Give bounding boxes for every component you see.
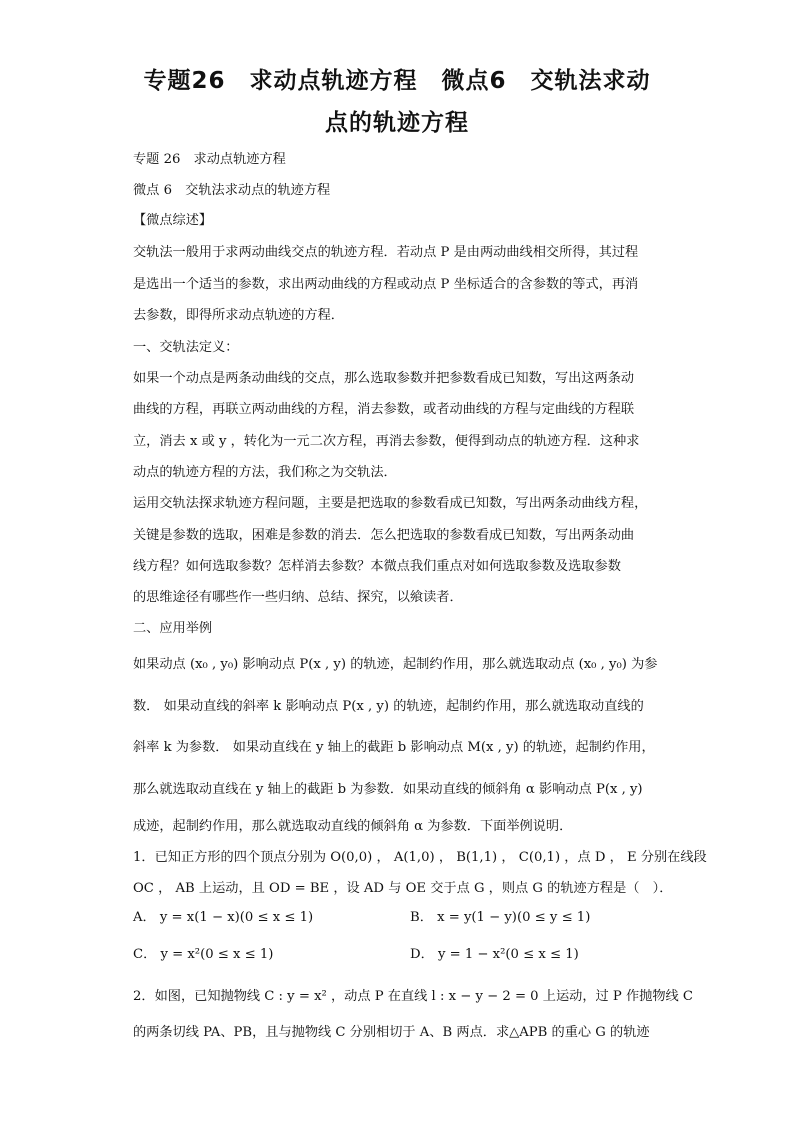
section-1-text-line: 立，消去 x 或 y ，转化为一元二次方程，再消去参数，便得到动点的轨迹方程．这种求	[133, 434, 640, 449]
section-1-text-line: 动点的轨迹方程的方法，我们称之为交轨法．	[133, 465, 397, 480]
document-title-line-2: 点的轨迹方程	[325, 110, 469, 136]
summary-text-line: 是选出一个适当的参数，求出两动曲线的方程或动点 P 坐标适合的含参数的等式，再消	[133, 277, 639, 292]
section-1-heading: 一、交轨法定义：	[133, 340, 239, 355]
section-1-text-line: 线方程？如何选取参数？怎样消去参数？本微点我们重点对如何选取参数及选取参数	[133, 559, 621, 574]
section-2-text-line: 数． 如果动直线的斜率 k 影响动点 P(x , y) 的轨迹，起制约作用，那么就选取动直线的	[133, 699, 644, 714]
problem-1-option-b: B． x = y(1 − y)(0 ≤ y ≤ 1)	[410, 910, 591, 925]
summary-text-line: 去参数，即得所求动点轨迹的方程．	[133, 308, 344, 323]
section-1-text-line: 的思维途径有哪些作一些归纳、总结、探究，以飨读者．	[133, 590, 463, 605]
topic-label: 专题 26 求动点轨迹方程	[133, 152, 286, 167]
summary-heading: 【微点综述】	[133, 213, 213, 228]
summary-text-line: 交轨法一般用于求两动曲线交点的轨迹方程．若动点 P 是由两动曲线相交所得，其过程	[133, 245, 639, 260]
problem-1-option-a: A． y = x(1 − x)(0 ≤ x ≤ 1)	[133, 910, 314, 925]
problem-1-option-d: D． y = 1 − x²(0 ≤ x ≤ 1)	[410, 947, 579, 962]
subtopic-label: 微点 6 交轨法求动点的轨迹方程	[133, 183, 331, 198]
problem-1-text-line: OC ， AB 上运动，且 OD = BE ，设 AD 与 OE 交于点 G ，则点 G 的轨迹方程是（ ）．	[133, 881, 673, 896]
section-1-text-line: 关键是参数的选取，困难是参数的消去．怎么把选取的参数看成已知数，写出两条动曲	[133, 528, 635, 543]
section-2-heading: 二、应用举例	[133, 621, 213, 636]
section-2-text-line: 那么就选取动直线在 y 轴上的截距 b 为参数．如果动直线的倾斜角 α 影响动点 P(x , y)	[133, 782, 643, 797]
section-2-text-line: 成迹，起制约作用，那么就选取动直线的倾斜角 α 为参数．下面举例说明．	[133, 819, 573, 834]
section-1-text-line: 如果一个动点是两条动曲线的交点，那么选取参数并把参数看成已知数，写出这两条动	[133, 371, 635, 386]
problem-2-text-line: 2．如图，已知抛物线 C : y = x² ，动点 P 在直线 l : x − y − 2 = 0 上运动，过 P 作抛物线 C	[133, 989, 693, 1004]
section-1-text-line: 运用交轨法探求轨迹方程问题，主要是把选取的参数看成已知数，写出两条动曲线方程，	[133, 496, 648, 511]
document-title-line-1: 专题26 求动点轨迹方程 微点6 交轨法求动	[143, 68, 651, 94]
section-1-text-line: 曲线的方程，再联立两动曲线的方程，消去参数，或者动曲线的方程与定曲线的方程联	[133, 402, 635, 417]
problem-1-option-c: C． y = x²(0 ≤ x ≤ 1)	[133, 947, 274, 962]
section-2-text-line: 斜率 k 为参数． 如果动直线在 y 轴上的截距 b 影响动点 M(x , y) 的轨迹，起制约作用，	[133, 740, 655, 755]
problem-1-text-line: 1．已知正方形的四个顶点分别为 O(0,0) ， A(1,0) ， B(1,1) ， C(0,1) ，点 D ， E 分别在线段	[133, 850, 707, 865]
section-2-text-line: 如果动点 (x₀ , y₀) 影响动点 P(x , y) 的轨迹，起制约作用，那么就选取动点 (x₀ , y₀) 为参	[133, 657, 658, 672]
problem-2-text-line: 的两条切线 PA、PB，且与抛物线 C 分别相切于 A、B 两点．求△APB 的重心 G 的轨迹	[133, 1025, 650, 1040]
